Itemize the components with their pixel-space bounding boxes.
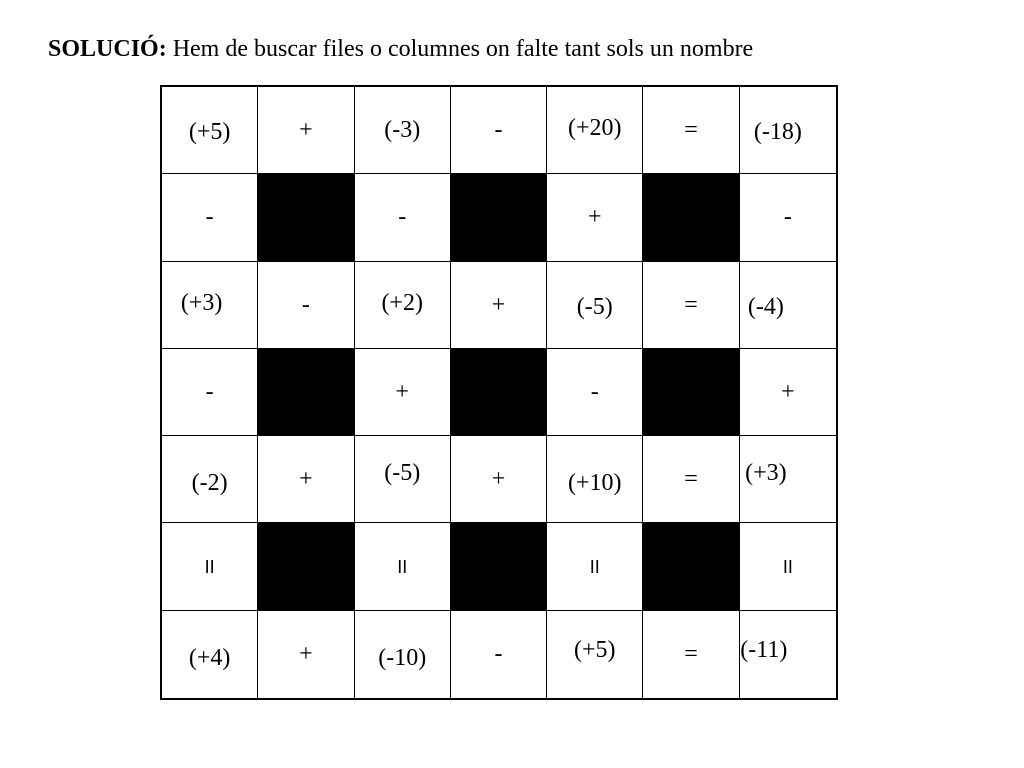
grid-cell (355, 523, 451, 610)
cell-value: (-18) (753, 119, 802, 146)
cell-value: (-5) (576, 293, 613, 320)
black-cell (258, 523, 354, 610)
grid-cell (258, 87, 354, 174)
cell-value: II (397, 556, 408, 577)
black-cell (643, 523, 739, 610)
grid-cell (547, 523, 643, 610)
grid-cell (643, 262, 739, 349)
cell-value: + (588, 204, 602, 231)
grid-cell (355, 87, 451, 174)
cell-value: (+2) (381, 289, 423, 316)
grid-cell (162, 611, 258, 698)
grid-cell (355, 174, 451, 261)
cell-value: (-3) (384, 117, 421, 144)
cell-value: + (395, 378, 409, 405)
grid-cell (547, 436, 643, 523)
cell-value: - (494, 641, 503, 668)
grid-cell (547, 87, 643, 174)
grid-cell (451, 611, 547, 698)
grid-cell (740, 611, 836, 698)
grid-cell (740, 262, 836, 349)
grid-cell (258, 436, 354, 523)
cell-value: (-10) (378, 645, 427, 672)
cell-value: + (299, 641, 313, 668)
black-cell (451, 174, 547, 261)
cell-value: (-2) (191, 470, 228, 497)
cell-value: - (494, 117, 503, 144)
cell-value: (-4) (747, 293, 784, 320)
grid-cell (355, 436, 451, 523)
cell-value: + (299, 117, 313, 144)
solution-heading (48, 34, 753, 64)
black-cell (451, 349, 547, 436)
grid-cell (162, 349, 258, 436)
cell-value: - (590, 378, 599, 405)
cell-value: - (301, 291, 310, 318)
black-cell (643, 174, 739, 261)
cell-value: = (684, 466, 698, 493)
solution-label: SOLUCIÓ: (48, 36, 167, 62)
cell-value: = (684, 641, 698, 668)
grid-cell (162, 262, 258, 349)
cell-value: II (782, 556, 793, 577)
cell-value: (+5) (188, 119, 231, 146)
cell-value: + (781, 378, 795, 405)
grid-cell (643, 436, 739, 523)
grid-cell (547, 262, 643, 349)
cell-value: (+3) (745, 460, 787, 487)
grid-cell (740, 436, 836, 523)
cell-value: + (491, 291, 506, 318)
grid-cell (547, 174, 643, 261)
cell-value: - (205, 378, 214, 405)
cell-value: (+4) (188, 645, 231, 672)
grid-cell (740, 523, 836, 610)
cell-value: + (491, 466, 506, 493)
grid-cell (451, 262, 547, 349)
grid-cell (643, 87, 739, 174)
cell-value: II (589, 556, 600, 577)
grid-cell (162, 436, 258, 523)
cell-value: - (783, 204, 792, 231)
math-crossword-grid (160, 85, 838, 700)
grid-cell (451, 87, 547, 174)
black-cell (258, 349, 354, 436)
black-cell (451, 523, 547, 610)
cell-value: = (684, 117, 698, 144)
grid-cell (355, 611, 451, 698)
grid-cell (162, 523, 258, 610)
cell-value: (+5) (574, 637, 616, 664)
black-cell (258, 174, 354, 261)
cell-value: (+3) (180, 289, 223, 316)
black-cell (643, 349, 739, 436)
grid-cell (258, 262, 354, 349)
cell-value: - (398, 204, 407, 231)
solution-instruction: Hem de buscar files o columnes on falte tant sols un nombre (166, 36, 754, 62)
grid-cell (643, 611, 739, 698)
grid-cell (258, 611, 354, 698)
grid-cell (451, 436, 547, 523)
grid-cell (740, 87, 836, 174)
grid-cell (547, 349, 643, 436)
cell-value: (-5) (384, 460, 421, 487)
cell-value: = (684, 291, 698, 318)
grid-cell (547, 611, 643, 698)
cell-value: (-11) (740, 637, 788, 664)
cell-value: + (299, 466, 313, 493)
grid-cell (355, 349, 451, 436)
grid-cell (162, 174, 258, 261)
cell-value: II (204, 556, 215, 577)
grid-cell (162, 87, 258, 174)
cell-value: - (205, 204, 214, 231)
cell-value: (+10) (568, 470, 622, 497)
grid-cell (740, 174, 836, 261)
grid-cell (355, 262, 451, 349)
grid-cell (740, 349, 836, 436)
cell-value: (+20) (568, 115, 622, 142)
